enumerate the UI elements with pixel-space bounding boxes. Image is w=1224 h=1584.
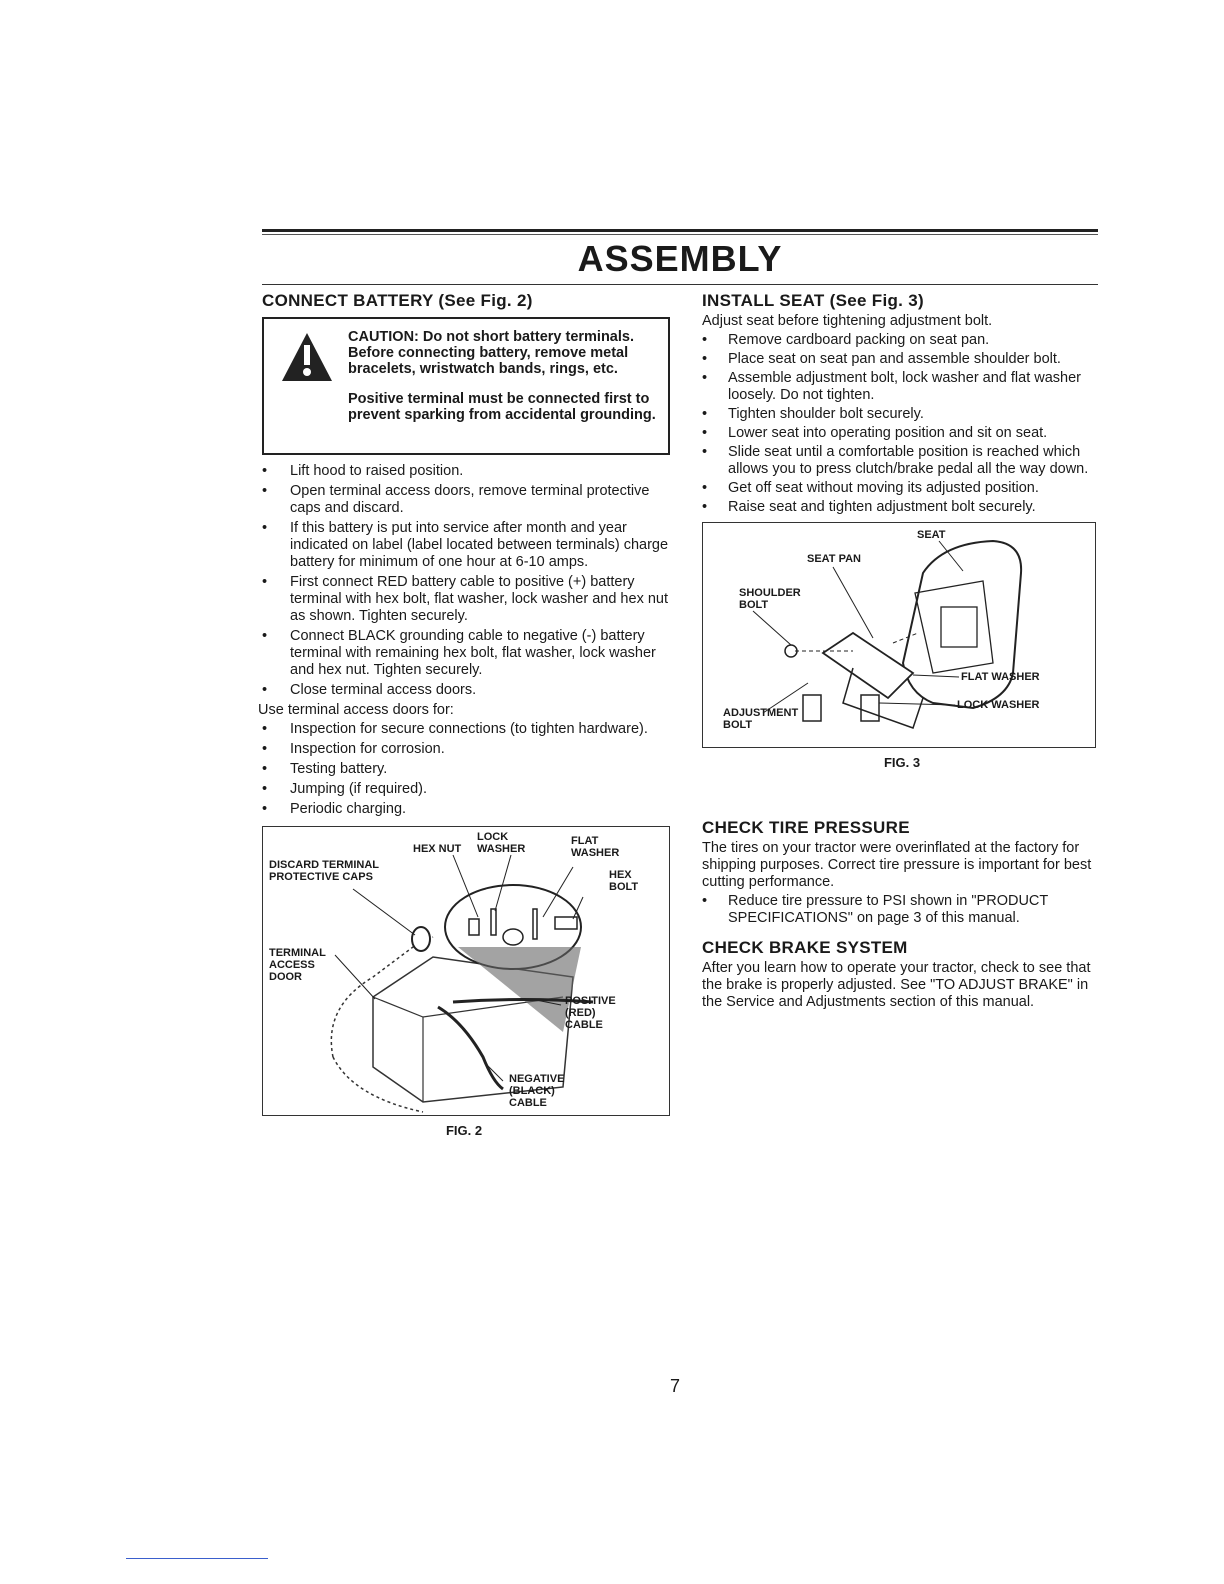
list-item: • Slide seat until a comfortable position is reached which allows you to press clutch/brake pedal all the way down. xyxy=(702,444,1102,478)
list-item: • Remove cardboard packing on seat pan. xyxy=(702,332,1102,349)
fig2-hex-bolt-label: HEX BOLT xyxy=(609,869,639,893)
fig3-flat-washer-label: FLAT WASHER xyxy=(961,671,1040,683)
list-item: • Close terminal access doors. xyxy=(258,682,670,699)
list-item: • Periodic charging. xyxy=(258,801,670,818)
tire-steps-list xyxy=(702,893,1102,927)
list-item: • Testing battery. xyxy=(258,761,670,778)
list-item: • Open terminal access doors, remove terminal protective caps and discard. xyxy=(258,483,670,517)
list-item: • Lower seat into operating position and sit on seat. xyxy=(702,425,1102,442)
list-item: • If this battery is put into service after month and year indicated on label (label located between terminals) charge battery for minimum of one hour at 6-10 amps. xyxy=(258,520,670,571)
list-item: • Get off seat without moving its adjusted position. xyxy=(702,480,1102,497)
list-item: • Place seat on seat pan and assemble shoulder bolt. xyxy=(702,351,1102,368)
fig3-seat-label: SEAT xyxy=(917,529,946,541)
fig2-negative-cable-label: NEGATIVE (BLACK) CABLE xyxy=(509,1073,565,1109)
list-item: • Connect BLACK grounding cable to negative (-) battery terminal with remaining hex bolt, flat washer, lock washer and hex nut. Tighten securely. xyxy=(258,628,670,679)
fig2-lock-washer-label: LOCK WASHER xyxy=(477,831,526,855)
right-column xyxy=(702,292,1102,1013)
tire-pressure-text: The tires on your tractor were overinflated at the factory for shipping purposes. Correct tire pressure is important for best cutting performance. xyxy=(702,840,1092,890)
caution-box xyxy=(262,317,670,455)
fig2-discard-caps-label: DISCARD TERMINAL PROTECTIVE CAPS xyxy=(269,859,379,883)
install-seat-heading: INSTALL SEAT (See Fig. 3) xyxy=(702,291,924,310)
fig2-flat-washer-label: FLAT WASHER xyxy=(571,835,620,859)
corner-line xyxy=(126,1558,268,1559)
tire-pressure-heading: CHECK TIRE PRESSURE xyxy=(702,818,910,837)
warning-triangle-icon xyxy=(280,331,334,383)
fig3-caption: FIG. 3 xyxy=(883,755,921,770)
use-doors-text: Use terminal access doors for: xyxy=(258,702,454,718)
list-item: • Tighten shoulder bolt securely. xyxy=(702,406,1102,423)
install-seat-intro: Adjust seat before tightening adjustment bolt. xyxy=(702,313,993,329)
list-item: • Raise seat and tighten adjustment bolt securely. xyxy=(702,499,1102,516)
top-rule-thin xyxy=(262,234,1098,235)
tire-pressure-section xyxy=(702,819,1102,927)
left-column xyxy=(258,292,670,1139)
fig2-terminal-door-label: TERMINAL ACCESS DOOR xyxy=(269,947,326,983)
seat-steps-list xyxy=(702,332,1102,516)
fig2-caption: FIG. 2 xyxy=(445,1123,483,1138)
title-rule xyxy=(262,284,1098,285)
fig3-lock-washer-label: LOCK WASHER xyxy=(957,699,1040,711)
brake-system-text: After you learn how to operate your tractor, check to see that the brake is properly adjusted. See "TO ADJUST BRAKE" in the Service and Adjustments section of this manual. xyxy=(702,960,1091,1010)
list-item: • Assemble adjustment bolt, lock washer and flat washer loosely. Do not tighten. xyxy=(702,370,1102,404)
connect-battery-heading: CONNECT BATTERY (See Fig. 2) xyxy=(262,291,533,310)
list-item: • Inspection for secure connections (to tighten hardware). xyxy=(258,721,670,738)
list-item: • Jumping (if required). xyxy=(258,781,670,798)
page-number: 7 xyxy=(670,1376,681,1396)
list-item: • Reduce tire pressure to PSI shown in "PRODUCT SPECIFICATIONS" on page 3 of this manual. xyxy=(702,893,1102,927)
top-rule xyxy=(262,229,1098,232)
battery-steps-list xyxy=(258,463,670,699)
positive-terminal-warning: Positive terminal must be connected first to prevent sparking from accidental grounding. xyxy=(348,391,656,423)
fig3-shoulder-bolt-label: SHOULDER BOLT xyxy=(739,587,801,611)
fig2-positive-cable-label: POSITIVE (RED) CABLE xyxy=(565,995,616,1031)
fig3-seat-pan-label: SEAT PAN xyxy=(807,553,861,565)
fig2-hex-nut-label: HEX NUT xyxy=(413,843,462,855)
fig3-adjustment-bolt-label: ADJUSTMENT BOLT xyxy=(723,707,799,731)
list-item: • Inspection for corrosion. xyxy=(258,741,670,758)
list-item: • Lift hood to raised position. xyxy=(258,463,670,480)
page-title: ASSEMBLY xyxy=(577,238,783,279)
list-item: • First connect RED battery cable to positive (+) battery terminal with hex bolt, flat washer, lock washer and hex nut as shown. Tighten securely. xyxy=(258,574,670,625)
brake-system-section xyxy=(702,939,1102,1011)
caution-text: CAUTION: Do not short battery terminals. Before connecting battery, remove metal bracelets, wristwatch bands, rings, etc. xyxy=(348,329,634,377)
figure-3-seat xyxy=(702,522,1096,748)
figure-2-battery xyxy=(262,826,670,1116)
door-uses-list xyxy=(258,721,670,818)
brake-system-heading: CHECK BRAKE SYSTEM xyxy=(702,938,908,957)
